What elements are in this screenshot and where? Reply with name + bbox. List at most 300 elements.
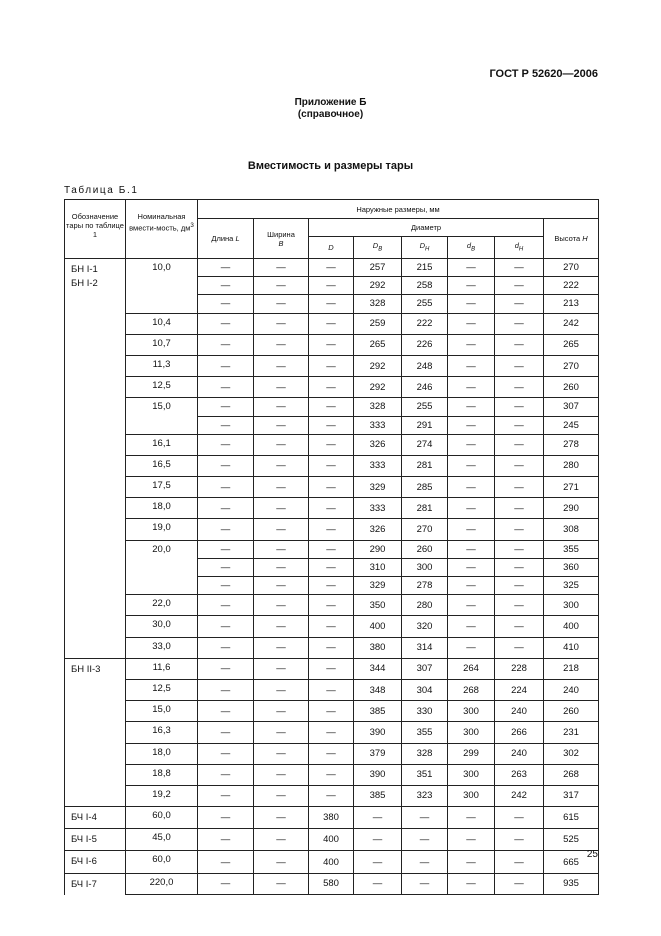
table-cell: — — [495, 334, 544, 355]
capacity-cell: 18,0 — [126, 498, 198, 519]
section-title: Вместимость и размеры тары — [247, 160, 414, 172]
designation-label: БЧ I-6 — [71, 856, 97, 868]
table-cell: — — [309, 519, 354, 540]
table-cell: 226 — [402, 334, 448, 355]
table-cell: — — [254, 743, 309, 764]
table-row — [65, 355, 599, 376]
table-cell: — — [198, 595, 254, 616]
table-cell: 258 — [402, 277, 448, 295]
table-row — [65, 498, 599, 519]
table-cell: — — [198, 455, 254, 476]
table-cell: — — [495, 259, 544, 277]
table-cell: — — [448, 295, 495, 313]
table-cell: — — [448, 807, 495, 829]
table-cell: 300 — [448, 764, 495, 785]
header-d: D — [309, 237, 354, 259]
table-cell: — — [495, 851, 544, 873]
table-cell: — — [309, 416, 354, 434]
capacity-cell: 220,0 — [126, 873, 198, 895]
table-cell: — — [309, 334, 354, 355]
designation-cell — [65, 851, 126, 873]
table-cell: — — [448, 277, 495, 295]
table-cell: 281 — [402, 455, 448, 476]
table-cell: 328 — [354, 295, 402, 313]
table-cell: 400 — [309, 851, 354, 873]
designation-label: БЧ I-7 — [71, 878, 97, 890]
table-cell: — — [309, 259, 354, 277]
table-cell: — — [254, 455, 309, 476]
table-cell: — — [495, 616, 544, 637]
table-cell: 385 — [354, 701, 402, 722]
table-cell: — — [309, 701, 354, 722]
table-cell: — — [448, 498, 495, 519]
table-cell: 270 — [544, 355, 599, 376]
table-cell: — — [254, 416, 309, 434]
table-cell: 242 — [544, 313, 599, 334]
table-cell: — — [254, 785, 309, 806]
table-cell: — — [254, 377, 309, 398]
table-cell: — — [254, 558, 309, 576]
designation-cell — [65, 829, 126, 851]
table-cell: 314 — [402, 637, 448, 658]
table-cell: — — [309, 785, 354, 806]
table-cell: 292 — [354, 377, 402, 398]
table-cell: — — [254, 398, 309, 416]
designation-label: БЧ I-4 — [71, 812, 97, 824]
table-cell: 257 — [354, 259, 402, 277]
table-cell: 242 — [495, 785, 544, 806]
table-cell: 215 — [402, 259, 448, 277]
table-cell: 240 — [495, 701, 544, 722]
table-cell: 665 — [544, 851, 599, 873]
table-cell: — — [254, 434, 309, 455]
table-cell: — — [198, 334, 254, 355]
table-cell: — — [198, 259, 254, 277]
table-cell: — — [309, 277, 354, 295]
header-length: Длина L — [198, 219, 254, 259]
table-cell: 355 — [544, 540, 599, 558]
table-cell: — — [198, 313, 254, 334]
table-cell: — — [198, 519, 254, 540]
table-cell: — — [354, 873, 402, 895]
table-cell: 308 — [544, 519, 599, 540]
table-cell: — — [198, 701, 254, 722]
table-cell: — — [198, 722, 254, 743]
table-cell: — — [254, 679, 309, 700]
table-cell: — — [448, 377, 495, 398]
table-row — [65, 313, 599, 334]
table-cell: 385 — [354, 785, 402, 806]
table-cell: — — [309, 658, 354, 679]
header-diameter: Диаметр — [309, 219, 544, 237]
capacity-cell: 15,0 — [126, 701, 198, 722]
table-cell: — — [495, 558, 544, 576]
table-cell: 329 — [354, 577, 402, 595]
table-cell: 274 — [402, 434, 448, 455]
table-row — [65, 829, 599, 851]
table-cell: 260 — [544, 377, 599, 398]
table-cell: 320 — [402, 616, 448, 637]
table-cell: 300 — [402, 558, 448, 576]
table-cell: — — [495, 277, 544, 295]
table-cell: 280 — [544, 455, 599, 476]
table-cell: 328 — [354, 398, 402, 416]
table-cell: — — [254, 498, 309, 519]
table-cell: 291 — [402, 416, 448, 434]
table-cell: 310 — [354, 558, 402, 576]
capacity-cell: 12,5 — [126, 377, 198, 398]
designation-label: БН II-3 — [71, 663, 101, 675]
table-cell: — — [309, 722, 354, 743]
table-cell: — — [495, 807, 544, 829]
table-row — [65, 519, 599, 540]
table-cell: — — [495, 595, 544, 616]
table-cell: 410 — [544, 637, 599, 658]
table-cell: 222 — [544, 277, 599, 295]
table-cell: — — [254, 616, 309, 637]
table-cell: 278 — [402, 577, 448, 595]
table-cell: 307 — [544, 398, 599, 416]
table-cell: — — [309, 455, 354, 476]
table-cell: — — [495, 313, 544, 334]
table-cell: — — [448, 851, 495, 873]
table-cell: — — [309, 764, 354, 785]
table-cell: — — [309, 616, 354, 637]
table-cell: — — [309, 477, 354, 498]
capacity-cell: 18,8 — [126, 764, 198, 785]
capacity-cell: 30,0 — [126, 616, 198, 637]
table-cell: — — [254, 355, 309, 376]
table-cell: 218 — [544, 658, 599, 679]
table-cell: 580 — [309, 873, 354, 895]
annex-title: Приложение Б — [294, 97, 367, 108]
table-cell: — — [198, 277, 254, 295]
table-cell: 333 — [354, 498, 402, 519]
table-cell: — — [309, 355, 354, 376]
table-cell: 380 — [354, 637, 402, 658]
table-row — [65, 785, 599, 806]
header-width: Ширина B — [254, 219, 309, 259]
table-cell: — — [309, 540, 354, 558]
table-cell: 302 — [544, 743, 599, 764]
table-cell: 228 — [495, 658, 544, 679]
table-cell: — — [254, 259, 309, 277]
table-cell: — — [309, 377, 354, 398]
table-cell: 264 — [448, 658, 495, 679]
table-cell: — — [448, 519, 495, 540]
table-cell: — — [309, 498, 354, 519]
table-cell: — — [198, 477, 254, 498]
table-cell: 380 — [309, 807, 354, 829]
capacity-cell: 60,0 — [126, 851, 198, 873]
table-cell: — — [198, 398, 254, 416]
table-cell: 270 — [402, 519, 448, 540]
table-cell: — — [448, 595, 495, 616]
table-cell: 300 — [544, 595, 599, 616]
table-cell: 525 — [544, 829, 599, 851]
table-cell: — — [448, 434, 495, 455]
table-cell: — — [198, 679, 254, 700]
table-row — [65, 658, 599, 679]
table-cell: — — [254, 701, 309, 722]
table-cell: 240 — [544, 679, 599, 700]
table-cell: — — [254, 313, 309, 334]
designation-cell — [65, 658, 126, 806]
table-cell: — — [354, 807, 402, 829]
table-cell: 271 — [544, 477, 599, 498]
table-cell: — — [495, 377, 544, 398]
table-cell: 348 — [354, 679, 402, 700]
table-cell: — — [198, 295, 254, 313]
header-height: Высота H — [544, 219, 599, 259]
table-cell: — — [448, 558, 495, 576]
table-cell: 390 — [354, 722, 402, 743]
table-cell: 326 — [354, 434, 402, 455]
table-cell: — — [495, 295, 544, 313]
table-row — [65, 851, 599, 873]
table-cell: 379 — [354, 743, 402, 764]
table-cell: — — [309, 398, 354, 416]
table-cell: — — [495, 355, 544, 376]
table-cell: — — [198, 785, 254, 806]
page-number: 25 — [586, 849, 598, 860]
table-cell: 307 — [402, 658, 448, 679]
table-cell: — — [448, 829, 495, 851]
capacity-unit-power: 3 — [190, 222, 194, 229]
table-cell: — — [495, 477, 544, 498]
table-row — [65, 334, 599, 355]
table-cell: 317 — [544, 785, 599, 806]
table-cell: 350 — [354, 595, 402, 616]
table-cell: — — [495, 398, 544, 416]
table-row — [65, 807, 599, 829]
table-cell: — — [448, 540, 495, 558]
table-cell: — — [309, 295, 354, 313]
table-cell: — — [448, 873, 495, 895]
table-cell: 266 — [495, 722, 544, 743]
table-row — [65, 722, 599, 743]
table-row — [65, 637, 599, 658]
table-label: Таблица Б.1 — [64, 185, 139, 196]
table-cell: — — [495, 498, 544, 519]
capacity-cell: 11,3 — [126, 355, 198, 376]
table-cell: 231 — [544, 722, 599, 743]
table-cell: — — [448, 398, 495, 416]
table-cell: — — [254, 540, 309, 558]
table-cell: — — [354, 851, 402, 873]
capacity-cell: 16,5 — [126, 455, 198, 476]
table-cell: — — [198, 637, 254, 658]
capacity-cell: 19,2 — [126, 785, 198, 806]
table-cell: 390 — [354, 764, 402, 785]
table-cell: — — [254, 277, 309, 295]
table-cell: 325 — [544, 577, 599, 595]
table-cell: 300 — [448, 701, 495, 722]
header-outer-dimensions: Наружные размеры, мм — [198, 200, 599, 219]
table-cell: — — [309, 679, 354, 700]
table-cell: — — [448, 577, 495, 595]
table-cell: 344 — [354, 658, 402, 679]
table-cell: 278 — [544, 434, 599, 455]
table-cell: — — [402, 807, 448, 829]
table-cell: — — [495, 519, 544, 540]
table-cell: 245 — [544, 416, 599, 434]
capacity-cell: 18,0 — [126, 743, 198, 764]
table-body — [65, 259, 599, 895]
table-cell: — — [495, 416, 544, 434]
capacity-cell: 20,0 — [126, 540, 198, 595]
table-cell: — — [254, 658, 309, 679]
table-cell: — — [254, 334, 309, 355]
table-cell: 265 — [354, 334, 402, 355]
standard-designation: ГОСТ Р 52620—2006 — [489, 68, 598, 80]
table-row — [65, 764, 599, 785]
table-row — [65, 873, 599, 895]
table-cell: — — [448, 259, 495, 277]
table-cell: 400 — [309, 829, 354, 851]
table-cell: — — [198, 829, 254, 851]
capacity-cell: 12,5 — [126, 679, 198, 700]
designation-cell — [65, 259, 126, 659]
table-cell: — — [254, 722, 309, 743]
capacity-cell: 10,7 — [126, 334, 198, 355]
table-cell: 333 — [354, 455, 402, 476]
table-cell: 330 — [402, 701, 448, 722]
table-cell: — — [448, 355, 495, 376]
table-cell: — — [448, 616, 495, 637]
table-cell: 240 — [495, 743, 544, 764]
table-cell: 270 — [544, 259, 599, 277]
table-cell: 400 — [544, 616, 599, 637]
table-cell: 935 — [544, 873, 599, 895]
table-row — [65, 701, 599, 722]
capacity-cell: 17,5 — [126, 477, 198, 498]
capacity-cell: 16,3 — [126, 722, 198, 743]
table-cell: — — [495, 434, 544, 455]
table-cell: 351 — [402, 764, 448, 785]
capacity-cell: 10,0 — [126, 259, 198, 314]
table-cell: 326 — [354, 519, 402, 540]
table-cell: 292 — [354, 355, 402, 376]
table-cell: 255 — [402, 295, 448, 313]
table-cell: — — [448, 313, 495, 334]
table-cell: — — [198, 616, 254, 637]
capacity-cell: 16,1 — [126, 434, 198, 455]
table-cell: — — [254, 851, 309, 873]
annex-subtitle: (справочное) — [297, 109, 364, 120]
table-row — [65, 259, 599, 277]
table-row — [65, 455, 599, 476]
table-cell: 281 — [402, 498, 448, 519]
table-cell: — — [254, 477, 309, 498]
table-cell: — — [448, 334, 495, 355]
table-cell: 360 — [544, 558, 599, 576]
table-cell: 280 — [402, 595, 448, 616]
table-cell: — — [254, 807, 309, 829]
header-small-db: $d_B$ — [448, 237, 495, 259]
header-dh: $D_H$ — [402, 237, 448, 259]
table-cell: — — [309, 558, 354, 576]
table-cell: — — [198, 764, 254, 785]
table-cell: 268 — [544, 764, 599, 785]
table-cell: 260 — [544, 701, 599, 722]
table-row — [65, 679, 599, 700]
table-cell: — — [254, 829, 309, 851]
table-cell: — — [254, 577, 309, 595]
table-cell: — — [309, 595, 354, 616]
table-cell: 400 — [354, 616, 402, 637]
table-row — [65, 434, 599, 455]
table-cell: — — [254, 595, 309, 616]
header-designation: Обозначение тары по таблице 1 — [65, 200, 126, 259]
table-cell: 248 — [402, 355, 448, 376]
table-cell: 246 — [402, 377, 448, 398]
table-cell: 255 — [402, 398, 448, 416]
designation-cell — [65, 807, 126, 829]
table-cell: — — [198, 377, 254, 398]
table-cell: 213 — [544, 295, 599, 313]
table-cell: — — [254, 637, 309, 658]
header-small-dh: $d_H$ — [495, 237, 544, 259]
table-cell: — — [198, 558, 254, 576]
table-cell: — — [309, 434, 354, 455]
annex-heading — [0, 97, 661, 121]
table-cell: 265 — [544, 334, 599, 355]
table-cell: 300 — [448, 785, 495, 806]
table-cell: — — [402, 851, 448, 873]
designation-label: БН I-2 — [71, 278, 98, 289]
table-cell: — — [198, 577, 254, 595]
table-cell: — — [448, 455, 495, 476]
table-cell: — — [254, 295, 309, 313]
table-row — [65, 540, 599, 558]
table-cell: — — [495, 637, 544, 658]
table-row — [65, 398, 599, 416]
capacity-cell: 22,0 — [126, 595, 198, 616]
table-cell: — — [198, 498, 254, 519]
table-cell: — — [495, 577, 544, 595]
table-row — [65, 616, 599, 637]
table-cell: 224 — [495, 679, 544, 700]
table-cell: — — [402, 873, 448, 895]
header-capacity: Номинальная вмести-мость, $дм^3$ — [126, 200, 198, 259]
table-cell: 290 — [544, 498, 599, 519]
table-cell: — — [309, 313, 354, 334]
capacity-cell: 15,0 — [126, 398, 198, 434]
table-cell: 300 — [448, 722, 495, 743]
table-cell: 323 — [402, 785, 448, 806]
table-cell: — — [448, 637, 495, 658]
table-cell: — — [495, 540, 544, 558]
table-cell: 285 — [402, 477, 448, 498]
capacity-cell: 33,0 — [126, 637, 198, 658]
designation-label: БЧ I-5 — [71, 834, 97, 846]
capacity-dimensions-table — [64, 199, 599, 895]
table-cell: 292 — [354, 277, 402, 295]
table-cell: — — [495, 829, 544, 851]
table-cell: 328 — [402, 743, 448, 764]
capacity-cell: 19,0 — [126, 519, 198, 540]
capacity-cell: 11,6 — [126, 658, 198, 679]
table-cell: — — [198, 540, 254, 558]
designation-cell — [65, 873, 126, 895]
table-cell: 333 — [354, 416, 402, 434]
designation-label: БН I-1 — [71, 264, 98, 275]
table-cell: — — [198, 807, 254, 829]
table-row — [65, 743, 599, 764]
header-db: $D_B$ — [354, 237, 402, 259]
table-cell: — — [495, 455, 544, 476]
